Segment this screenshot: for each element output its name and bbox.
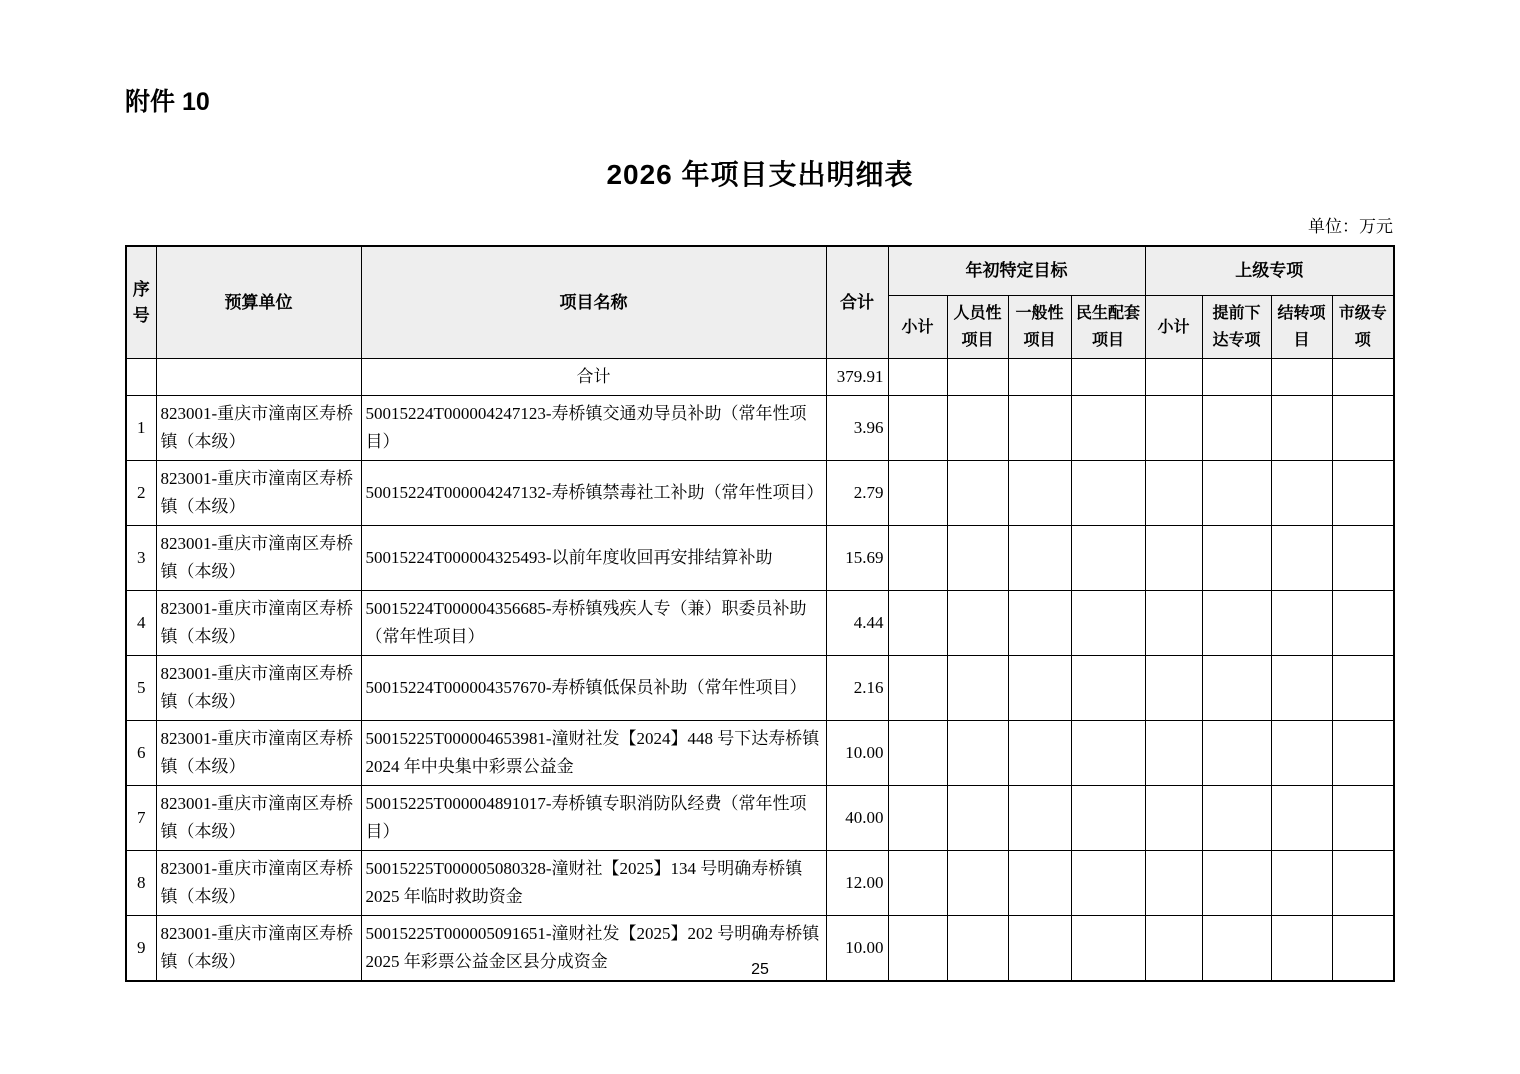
empty-cell xyxy=(1071,359,1145,396)
cell-grand-total: 379.91 xyxy=(826,359,888,396)
table-row xyxy=(126,461,1394,526)
cell-total: 10.00 xyxy=(826,721,888,786)
cell-total: 15.69 xyxy=(826,526,888,591)
empty-cell xyxy=(1071,721,1145,786)
cell-total: 4.44 xyxy=(826,591,888,656)
empty-cell xyxy=(1145,721,1202,786)
cell-seq: 6 xyxy=(126,721,156,786)
empty-cell xyxy=(947,591,1008,656)
header-g1-subtotal: 小计 xyxy=(888,296,947,359)
empty-cell xyxy=(1145,526,1202,591)
empty-cell xyxy=(1271,851,1332,916)
empty-cell xyxy=(1271,461,1332,526)
empty-cell xyxy=(156,359,361,396)
cell-project-name: 50015225T000004653981-潼财社发【2024】448 号下达寿桥镇 2024 年中央集中彩票公益金 xyxy=(361,721,826,786)
empty-cell xyxy=(1071,591,1145,656)
empty-cell xyxy=(947,656,1008,721)
header-g2-carryover-projects: 结转项目 xyxy=(1271,296,1332,359)
empty-cell xyxy=(947,786,1008,851)
empty-cell xyxy=(947,396,1008,461)
cell-project-name: 50015224T000004357670-寿桥镇低保员补助（常年性项目） xyxy=(361,656,826,721)
cell-budget-unit: 823001-重庆市潼南区寿桥镇（本级） xyxy=(156,591,361,656)
empty-cell xyxy=(1202,396,1271,461)
header-total: 合计 xyxy=(826,246,888,359)
empty-cell xyxy=(1008,591,1071,656)
empty-cell xyxy=(1008,786,1071,851)
header-project-name: 项目名称 xyxy=(361,246,826,359)
cell-budget-unit: 823001-重庆市潼南区寿桥镇（本级） xyxy=(156,526,361,591)
empty-cell xyxy=(1271,396,1332,461)
empty-cell xyxy=(888,656,947,721)
table-total-row xyxy=(126,359,1394,396)
cell-total: 3.96 xyxy=(826,396,888,461)
cell-total: 10.00 xyxy=(826,916,888,982)
empty-cell xyxy=(1145,359,1202,396)
empty-cell xyxy=(1202,721,1271,786)
empty-cell xyxy=(888,461,947,526)
empty-cell xyxy=(888,526,947,591)
header-group-year-start-targets: 年初特定目标 xyxy=(888,246,1145,296)
cell-project-name: 50015225T000005091651-潼财社发【2025】202 号明确寿桥镇 2025 年彩票公益金区县分成资金 xyxy=(361,916,826,982)
table-row xyxy=(126,526,1394,591)
cell-total: 2.16 xyxy=(826,656,888,721)
table-row xyxy=(126,656,1394,721)
empty-cell xyxy=(888,591,947,656)
header-g1-livelihood-projects: 民生配套项目 xyxy=(1071,296,1145,359)
cell-budget-unit: 823001-重庆市潼南区寿桥镇（本级） xyxy=(156,396,361,461)
header-group-superior-special: 上级专项 xyxy=(1145,246,1394,296)
cell-project-name: 50015224T000004247132-寿桥镇禁毒社工补助（常年性项目） xyxy=(361,461,826,526)
empty-cell xyxy=(1202,786,1271,851)
cell-project-name: 50015224T000004325493-以前年度收回再安排结算补助 xyxy=(361,526,826,591)
header-g2-advance-special: 提前下达专项 xyxy=(1202,296,1271,359)
empty-cell xyxy=(947,851,1008,916)
cell-budget-unit: 823001-重庆市潼南区寿桥镇（本级） xyxy=(156,721,361,786)
empty-cell xyxy=(1071,786,1145,851)
empty-cell xyxy=(1332,721,1394,786)
cell-project-name: 50015224T000004247123-寿桥镇交通劝导员补助（常年性项目） xyxy=(361,396,826,461)
empty-cell xyxy=(1202,851,1271,916)
page-number: 25 xyxy=(751,961,769,978)
empty-cell xyxy=(947,461,1008,526)
empty-cell xyxy=(1271,526,1332,591)
empty-cell xyxy=(1071,396,1145,461)
cell-total: 2.79 xyxy=(826,461,888,526)
empty-cell xyxy=(1271,591,1332,656)
empty-cell xyxy=(1008,656,1071,721)
cell-seq: 8 xyxy=(126,851,156,916)
empty-cell xyxy=(888,396,947,461)
header-g2-city-special: 市级专项 xyxy=(1332,296,1394,359)
empty-cell xyxy=(1332,591,1394,656)
cell-seq: 3 xyxy=(126,526,156,591)
cell-project-name: 50015225T000005080328-潼财社【2025】134 号明确寿桥镇 2025 年临时救助资金 xyxy=(361,851,826,916)
empty-cell xyxy=(1202,359,1271,396)
empty-cell xyxy=(1071,461,1145,526)
empty-cell xyxy=(1008,721,1071,786)
empty-cell xyxy=(947,359,1008,396)
header-g1-personnel-projects: 人员性项目 xyxy=(947,296,1008,359)
empty-cell xyxy=(1008,526,1071,591)
empty-cell xyxy=(1332,786,1394,851)
cell-budget-unit: 823001-重庆市潼南区寿桥镇（本级） xyxy=(156,656,361,721)
empty-cell xyxy=(1145,396,1202,461)
empty-cell xyxy=(1332,526,1394,591)
empty-cell xyxy=(1008,461,1071,526)
empty-cell xyxy=(1071,851,1145,916)
empty-cell xyxy=(947,721,1008,786)
cell-total: 40.00 xyxy=(826,786,888,851)
page-title: 2026 年项目支出明细表 xyxy=(606,159,914,190)
empty-cell xyxy=(1332,851,1394,916)
empty-cell xyxy=(1202,461,1271,526)
unit-label: 单位：万元 xyxy=(1308,217,1393,236)
cell-budget-unit: 823001-重庆市潼南区寿桥镇（本级） xyxy=(156,851,361,916)
empty-cell xyxy=(1071,656,1145,721)
cell-total-label: 合计 xyxy=(361,359,826,396)
empty-cell xyxy=(126,359,156,396)
table-row xyxy=(126,721,1394,786)
table-row xyxy=(126,591,1394,656)
cell-budget-unit: 823001-重庆市潼南区寿桥镇（本级） xyxy=(156,461,361,526)
header-g1-general-projects: 一般性项目 xyxy=(1008,296,1071,359)
cell-seq: 9 xyxy=(126,916,156,982)
empty-cell xyxy=(1202,526,1271,591)
cell-project-name: 50015224T000004356685-寿桥镇残疾人专（兼）职委员补助（常年性项目） xyxy=(361,591,826,656)
header-budget-unit: 预算单位 xyxy=(156,246,361,359)
empty-cell xyxy=(1332,359,1394,396)
empty-cell xyxy=(1332,656,1394,721)
empty-cell xyxy=(1271,359,1332,396)
empty-cell xyxy=(1145,656,1202,721)
cell-seq: 1 xyxy=(126,396,156,461)
expenditure-table xyxy=(125,245,1395,982)
empty-cell xyxy=(1008,396,1071,461)
cell-seq: 7 xyxy=(126,786,156,851)
empty-cell xyxy=(1008,359,1071,396)
table-row xyxy=(126,786,1394,851)
empty-cell xyxy=(1202,591,1271,656)
empty-cell xyxy=(1332,461,1394,526)
empty-cell xyxy=(888,786,947,851)
empty-cell xyxy=(1145,786,1202,851)
cell-seq: 5 xyxy=(126,656,156,721)
empty-cell xyxy=(1271,656,1332,721)
empty-cell xyxy=(1145,851,1202,916)
empty-cell xyxy=(947,526,1008,591)
empty-cell xyxy=(1008,851,1071,916)
cell-project-name: 50015225T000004891017-寿桥镇专职消防队经费（常年性项目） xyxy=(361,786,826,851)
empty-cell xyxy=(1271,721,1332,786)
cell-seq: 2 xyxy=(126,461,156,526)
cell-total: 12.00 xyxy=(826,851,888,916)
header-g2-subtotal: 小计 xyxy=(1145,296,1202,359)
cell-budget-unit: 823001-重庆市潼南区寿桥镇（本级） xyxy=(156,786,361,851)
cell-seq: 4 xyxy=(126,591,156,656)
empty-cell xyxy=(1145,591,1202,656)
empty-cell xyxy=(888,359,947,396)
empty-cell xyxy=(1145,461,1202,526)
table-row xyxy=(126,851,1394,916)
empty-cell xyxy=(1271,786,1332,851)
header-seq: 序号 xyxy=(126,246,156,359)
empty-cell xyxy=(888,721,947,786)
empty-cell xyxy=(888,851,947,916)
empty-cell xyxy=(1071,526,1145,591)
table-row xyxy=(126,396,1394,461)
empty-cell xyxy=(1202,656,1271,721)
cell-budget-unit: 823001-重庆市潼南区寿桥镇（本级） xyxy=(156,916,361,982)
attachment-label: 附件 10 xyxy=(125,88,210,116)
empty-cell xyxy=(1332,396,1394,461)
